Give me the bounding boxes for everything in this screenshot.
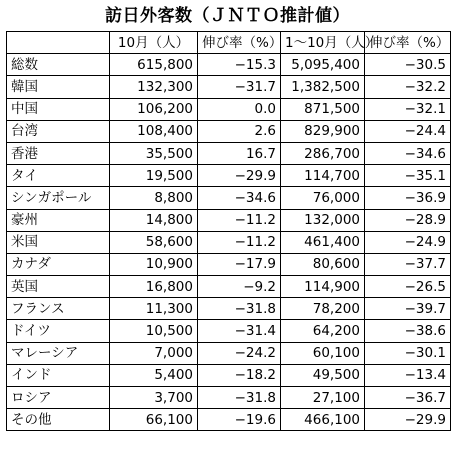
ytd-visitors-cell: 829,900: [281, 120, 365, 142]
ytd-growth-cell: −38.6: [365, 320, 451, 342]
oct-visitors-cell: 10,900: [110, 253, 198, 275]
ytd-visitors-cell: 461,400: [281, 231, 365, 253]
ytd-growth-cell: −30.1: [365, 342, 451, 364]
oct-visitors-cell: 615,800: [110, 54, 198, 76]
table-row: [7, 364, 451, 386]
country-cell: 韓国: [7, 76, 110, 98]
ytd-growth-cell: −28.9: [365, 209, 451, 231]
ytd-visitors-cell: 114,700: [281, 165, 365, 187]
oct-visitors-cell: 132,300: [110, 76, 198, 98]
country-cell: フランス: [7, 298, 110, 320]
country-cell: ロシア: [7, 387, 110, 409]
oct-growth-cell: 16.7: [198, 142, 281, 164]
oct-growth-cell: −29.9: [198, 165, 281, 187]
ytd-growth-cell: −24.4: [365, 120, 451, 142]
oct-growth-cell: −34.6: [198, 187, 281, 209]
oct-growth-cell: −9.2: [198, 276, 281, 298]
table-body: [7, 54, 451, 431]
oct-growth-cell: −31.8: [198, 387, 281, 409]
oct-visitors-cell: 108,400: [110, 120, 198, 142]
header-oct-growth: 伸び率（%）: [198, 32, 281, 54]
ytd-visitors-cell: 60,100: [281, 342, 365, 364]
country-cell: カナダ: [7, 253, 110, 275]
ytd-visitors-cell: 76,000: [281, 187, 365, 209]
oct-growth-cell: −15.3: [198, 54, 281, 76]
oct-growth-cell: −18.2: [198, 364, 281, 386]
ytd-visitors-cell: 27,100: [281, 387, 365, 409]
table-row: [7, 187, 451, 209]
oct-growth-cell: −19.6: [198, 409, 281, 431]
country-cell: タイ: [7, 165, 110, 187]
table-row: [7, 142, 451, 164]
table-title: 訪日外客数（ＪＮＴＯ推計値）: [105, 6, 350, 26]
oct-growth-cell: −31.7: [198, 76, 281, 98]
oct-growth-cell: −11.2: [198, 209, 281, 231]
ytd-visitors-cell: 466,100: [281, 409, 365, 431]
country-cell: 香港: [7, 142, 110, 164]
oct-visitors-cell: 106,200: [110, 98, 198, 120]
ytd-visitors-cell: 132,000: [281, 209, 365, 231]
ytd-growth-cell: −35.1: [365, 165, 451, 187]
table-row: [7, 98, 451, 120]
oct-growth-cell: −31.4: [198, 320, 281, 342]
table-row: [7, 165, 451, 187]
country-cell: インド: [7, 364, 110, 386]
ytd-visitors-cell: 5,095,400: [281, 54, 365, 76]
ytd-growth-cell: −37.7: [365, 253, 451, 275]
table-row: [7, 209, 451, 231]
country-cell: 総数: [7, 54, 110, 76]
table-row: [7, 342, 451, 364]
oct-visitors-cell: 3,700: [110, 387, 198, 409]
country-cell: シンガポール: [7, 187, 110, 209]
oct-visitors-cell: 11,300: [110, 298, 198, 320]
oct-growth-cell: −17.9: [198, 253, 281, 275]
oct-growth-cell: −31.8: [198, 298, 281, 320]
header-ytd-visitors: 1～10月（人）: [281, 32, 365, 54]
ytd-visitors-cell: 286,700: [281, 142, 365, 164]
oct-visitors-cell: 14,800: [110, 209, 198, 231]
ytd-visitors-cell: 114,900: [281, 276, 365, 298]
ytd-growth-cell: −39.7: [365, 298, 451, 320]
country-cell: 豪州: [7, 209, 110, 231]
table-row: [7, 231, 451, 253]
ytd-growth-cell: −36.9: [365, 187, 451, 209]
ytd-growth-cell: −24.9: [365, 231, 451, 253]
country-cell: その他: [7, 409, 110, 431]
oct-growth-cell: −24.2: [198, 342, 281, 364]
oct-visitors-cell: 58,600: [110, 231, 198, 253]
oct-visitors-cell: 7,000: [110, 342, 198, 364]
table-row: [7, 253, 451, 275]
oct-growth-cell: 0.0: [198, 98, 281, 120]
ytd-visitors-cell: 80,600: [281, 253, 365, 275]
country-cell: ドイツ: [7, 320, 110, 342]
ytd-visitors-cell: 78,200: [281, 298, 365, 320]
oct-visitors-cell: 19,500: [110, 165, 198, 187]
header-country: [7, 32, 110, 54]
country-cell: 英国: [7, 276, 110, 298]
country-cell: 台湾: [7, 120, 110, 142]
oct-growth-cell: −11.2: [198, 231, 281, 253]
ytd-growth-cell: −36.7: [365, 387, 451, 409]
country-cell: 米国: [7, 231, 110, 253]
ytd-visitors-cell: 49,500: [281, 364, 365, 386]
ytd-visitors-cell: 871,500: [281, 98, 365, 120]
table-row: [7, 120, 451, 142]
oct-visitors-cell: 10,500: [110, 320, 198, 342]
oct-visitors-cell: 5,400: [110, 364, 198, 386]
oct-visitors-cell: 35,500: [110, 142, 198, 164]
ytd-growth-cell: −26.5: [365, 276, 451, 298]
oct-growth-cell: 2.6: [198, 120, 281, 142]
ytd-growth-cell: −13.4: [365, 364, 451, 386]
header-row: [7, 32, 451, 54]
ytd-visitors-cell: 64,200: [281, 320, 365, 342]
header-ytd-growth: 伸び率（%）: [365, 32, 451, 54]
table-row: [7, 76, 451, 98]
header-oct-visitors: 10月（人）: [110, 32, 198, 54]
ytd-growth-cell: −34.6: [365, 142, 451, 164]
table-row: [7, 54, 451, 76]
table-row: [7, 320, 451, 342]
table-row: [7, 276, 451, 298]
ytd-growth-cell: −29.9: [365, 409, 451, 431]
ytd-growth-cell: −32.1: [365, 98, 451, 120]
table-row: [7, 409, 451, 431]
ytd-growth-cell: −30.5: [365, 54, 451, 76]
oct-visitors-cell: 66,100: [110, 409, 198, 431]
country-cell: 中国: [7, 98, 110, 120]
table-row: [7, 298, 451, 320]
oct-visitors-cell: 8,800: [110, 187, 198, 209]
country-cell: マレーシア: [7, 342, 110, 364]
table-row: [7, 387, 451, 409]
ytd-visitors-cell: 1,382,500: [281, 76, 365, 98]
visitor-table: [6, 31, 451, 431]
ytd-growth-cell: −32.2: [365, 76, 451, 98]
oct-visitors-cell: 16,800: [110, 276, 198, 298]
